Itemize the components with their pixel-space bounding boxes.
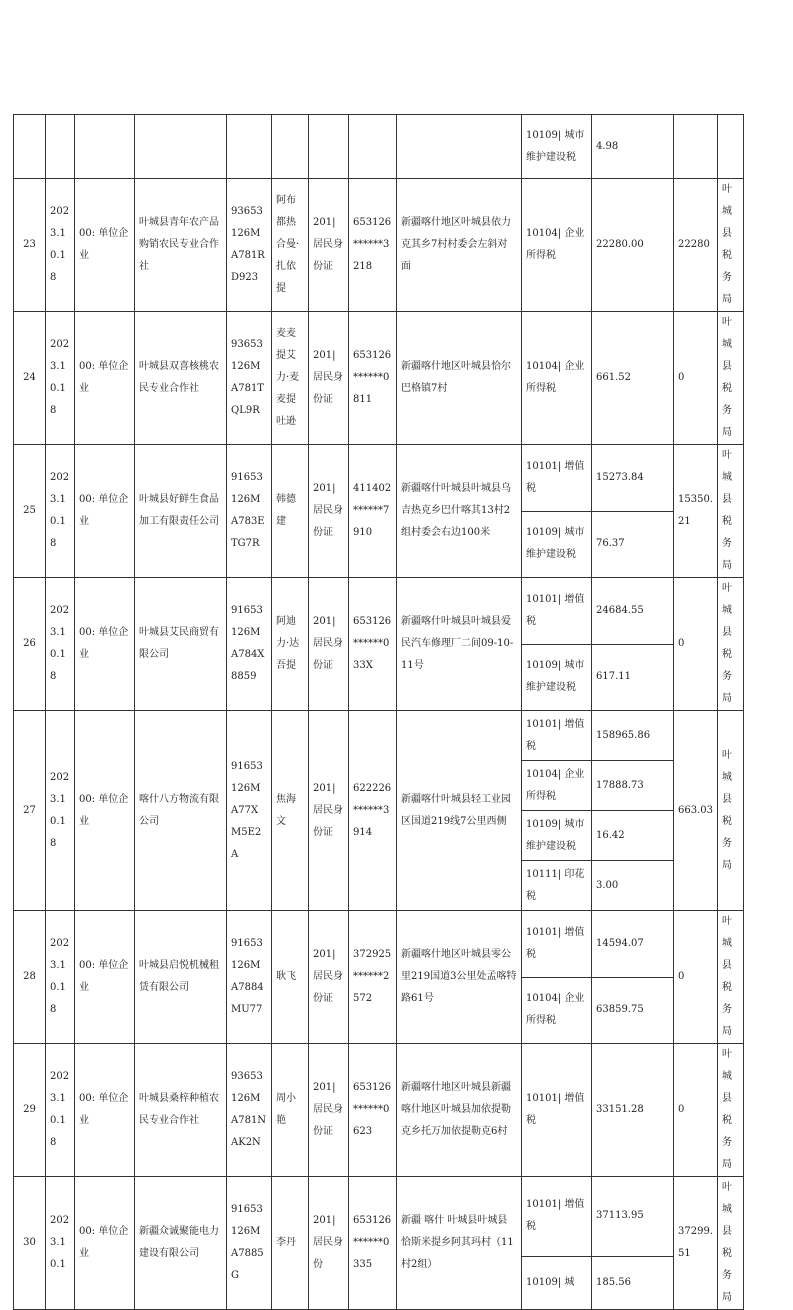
cell-tax-office: 叶城县税务局	[718, 1044, 744, 1177]
cell-legal-person: 周小艳	[272, 1044, 309, 1177]
cell-date: 2023.10.18	[46, 1044, 75, 1177]
cell-date: 2023.10.18	[46, 445, 75, 578]
cell-row-number: 24	[14, 312, 46, 445]
cell-empty	[46, 115, 75, 179]
cell-id-number: 653126******3218	[349, 179, 397, 312]
cell-taxpayer-type: 00: 单位企业	[75, 1044, 135, 1177]
cell-tax-item: 10104| 企业所得税	[522, 761, 592, 811]
table-row	[14, 711, 744, 761]
cell-row-number: 27	[14, 711, 46, 911]
cell-address: 新疆 喀什 叶城县叶城县恰斯米提乡阿其玛村（11村2组）	[397, 1177, 522, 1310]
cell-date: 2023.10.18	[46, 911, 75, 1044]
cell-tax-amount: 3.00	[592, 861, 674, 911]
cell-tax-item: 10101| 增值税	[522, 711, 592, 761]
cell-tax-item: 10109| 城市维护建设税	[522, 811, 592, 861]
cell-tax-office: 叶城县税务局	[718, 445, 744, 578]
cell-empty	[75, 115, 135, 179]
cell-tax-amount: 76.37	[592, 511, 674, 578]
cell-taxpayer-name: 叶城县好鲜生食品加工有限责任公司	[135, 445, 227, 578]
cell-total: 22280	[674, 179, 718, 312]
cell-date: 2023.10.18	[46, 578, 75, 711]
cell-taxpayer-name: 喀什八方物流有限公司	[135, 711, 227, 911]
cell-address: 新疆喀什叶城县叶城县爱民汽车修理厂二间09-10-11号	[397, 578, 522, 711]
cell-tax-amount: 17888.73	[592, 761, 674, 811]
cell-total: 0	[674, 578, 718, 711]
cell-empty	[14, 115, 46, 179]
cell-tax-item: 10104| 企业所得税	[522, 179, 592, 312]
cell-tax-amount: 16.42	[592, 811, 674, 861]
cell-legal-person: 韩德建	[272, 445, 309, 578]
cell-tax-item: 10104| 企业所得税	[522, 312, 592, 445]
cell-credit-code: 91653126MA7884MU77	[227, 911, 272, 1044]
cell-legal-person: 麦麦提艾力·麦麦提吐逊	[272, 312, 309, 445]
cell-id-type: 201|居民身份证	[309, 445, 349, 578]
cell-address: 新疆喀什地区叶城县依力克其乡7村村委会左斜对面	[397, 179, 522, 312]
cell-id-number: 622226******3914	[349, 711, 397, 911]
cell-taxpayer-name: 新疆众诚聚能电力建设有限公司	[135, 1177, 227, 1310]
cell-date: 2023.10.1	[46, 1177, 75, 1310]
cell-taxpayer-type: 00: 单位企业	[75, 445, 135, 578]
cell-tax-item: 10101| 增值税	[522, 1044, 592, 1177]
table-row	[14, 1044, 744, 1177]
table-row	[14, 179, 744, 312]
cell-tax-amount: 158965.86	[592, 711, 674, 761]
cell-tax-amount: 63859.75	[592, 977, 674, 1044]
cell-row-number: 28	[14, 911, 46, 1044]
cell-empty	[227, 115, 272, 179]
cell-legal-person: 阿迪力·达吾提	[272, 578, 309, 711]
table-row	[14, 578, 744, 645]
cell-taxpayer-type: 00: 单位企业	[75, 179, 135, 312]
cell-empty	[397, 115, 522, 179]
cell-id-number: 372925******2572	[349, 911, 397, 1044]
cell-legal-person: 焦海文	[272, 711, 309, 911]
cell-id-number: 411402******7910	[349, 445, 397, 578]
cell-row-number: 29	[14, 1044, 46, 1177]
cell-taxpayer-name: 叶城县青年农产品购销农民专业合作社	[135, 179, 227, 312]
cell-credit-code: 93653126MA781NAK2N	[227, 1044, 272, 1177]
cell-tax-office: 叶城县税务局	[718, 911, 744, 1044]
cell-total: 15350.21	[674, 445, 718, 578]
table-row	[14, 1177, 744, 1257]
cell-id-type: 201|居民身份证	[309, 1044, 349, 1177]
cell-legal-person: 李丹	[272, 1177, 309, 1310]
cell-row-number: 26	[14, 578, 46, 711]
cell-id-number: 653126******0335	[349, 1177, 397, 1310]
cell-tax-amount: 661.52	[592, 312, 674, 445]
cell-id-type: 201|居民身份证	[309, 711, 349, 911]
cell-total: 0	[674, 1044, 718, 1177]
cell-tax-item: 10109| 城	[522, 1256, 592, 1309]
cell-tax-amount: 15273.84	[592, 445, 674, 512]
cell-id-number: 653126******0623	[349, 1044, 397, 1177]
cell-total: 37299.51	[674, 1177, 718, 1310]
table-row	[14, 911, 744, 978]
cell-taxpayer-name: 叶城县双喜核桃农民专业合作社	[135, 312, 227, 445]
cell-credit-code: 93653126MA781TQL9R	[227, 312, 272, 445]
cell-row-number: 30	[14, 1177, 46, 1310]
cell-tax-amount: 185.56	[592, 1256, 674, 1309]
cell-tax-item: 10101| 增值税	[522, 445, 592, 512]
table-row	[14, 115, 744, 179]
cell-address: 新疆喀什地区叶城县恰尔巴格镇7村	[397, 312, 522, 445]
cell-tax-item: 10101| 增值税	[522, 1177, 592, 1257]
cell-tax-office: 叶城县税务局	[718, 312, 744, 445]
cell-id-type: 201|居民身份	[309, 1177, 349, 1310]
cell-credit-code: 91653126MA77XM5E2A	[227, 711, 272, 911]
table-row	[14, 312, 744, 445]
cell-empty	[309, 115, 349, 179]
cell-legal-person: 阿布都热合曼·扎依提	[272, 179, 309, 312]
cell-taxpayer-type: 00: 单位企业	[75, 711, 135, 911]
cell-tax-office: 叶城县税务局	[718, 1177, 744, 1310]
cell-id-type: 201|居民身份证	[309, 312, 349, 445]
cell-id-type: 201|居民身份证	[309, 578, 349, 711]
cell-date: 2023.10.18	[46, 179, 75, 312]
cell-date: 2023.10.18	[46, 711, 75, 911]
cell-tax-amount: 22280.00	[592, 179, 674, 312]
cell-date: 2023.10.18	[46, 312, 75, 445]
cell-tax-amount: 33151.28	[592, 1044, 674, 1177]
cell-tax-amount: 37113.95	[592, 1177, 674, 1257]
cell-taxpayer-name: 叶城县启悦机械租赁有限公司	[135, 911, 227, 1044]
cell-taxpayer-name: 叶城县艾民商贸有限公司	[135, 578, 227, 711]
cell-tax-item: 10101| 增值税	[522, 578, 592, 645]
cell-tax-office: 叶城县税务局	[718, 711, 744, 911]
cell-id-type: 201|居民身份证	[309, 911, 349, 1044]
cell-tax-item: 10101| 增值税	[522, 911, 592, 978]
cell-tax-amount: 4.98	[592, 115, 674, 179]
cell-tax-office: 叶城县税务局	[718, 578, 744, 711]
cell-tax-office: 叶城县税务局	[718, 179, 744, 312]
cell-address: 新疆喀什叶城县轻工业园区国道219线7公里西侧	[397, 711, 522, 911]
cell-total: 0	[674, 911, 718, 1044]
cell-taxpayer-type: 00: 单位企业	[75, 578, 135, 711]
cell-tax-item: 10109| 城市维护建设税	[522, 511, 592, 578]
cell-taxpayer-name: 叶城县桑梓种植农民专业合作社	[135, 1044, 227, 1177]
cell-empty	[674, 115, 718, 179]
cell-address: 新疆喀什叶城县叶城县乌吉热克乡巴什喀其13村2组村委会右边100米	[397, 445, 522, 578]
cell-credit-code: 91653126MA7885G	[227, 1177, 272, 1310]
cell-tax-item: 10111| 印花税	[522, 861, 592, 911]
cell-tax-item: 10104| 企业所得税	[522, 977, 592, 1044]
cell-total: 663.03	[674, 711, 718, 911]
cell-credit-code: 91653126MA784X8859	[227, 578, 272, 711]
cell-tax-amount: 617.11	[592, 644, 674, 711]
cell-address: 新疆喀什地区叶城县零公里219国道3公里处孟喀特路61号	[397, 911, 522, 1044]
cell-tax-amount: 24684.55	[592, 578, 674, 645]
cell-address: 新疆喀什地区叶城县新疆喀什地区叶城县加依提勒克乡托万加依提勒克6村	[397, 1044, 522, 1177]
cell-empty	[135, 115, 227, 179]
cell-taxpayer-type: 00: 单位企业	[75, 312, 135, 445]
cell-credit-code: 91653126MA783ETG7R	[227, 445, 272, 578]
cell-taxpayer-type: 00: 单位企业	[75, 1177, 135, 1310]
cell-tax-amount: 14594.07	[592, 911, 674, 978]
cell-row-number: 23	[14, 179, 46, 312]
cell-empty	[272, 115, 309, 179]
cell-tax-item: 10109| 城市维护建设税	[522, 644, 592, 711]
cell-taxpayer-type: 00: 单位企业	[75, 911, 135, 1044]
tax-records-table	[13, 114, 744, 1310]
cell-id-number: 653126******0811	[349, 312, 397, 445]
cell-tax-item: 10109| 城市维护建设税	[522, 115, 592, 179]
cell-empty	[718, 115, 744, 179]
cell-legal-person: 耿飞	[272, 911, 309, 1044]
cell-total: 0	[674, 312, 718, 445]
cell-empty	[349, 115, 397, 179]
cell-row-number: 25	[14, 445, 46, 578]
table-row	[14, 445, 744, 512]
cell-id-number: 653126******033X	[349, 578, 397, 711]
cell-credit-code: 93653126MA781RD923	[227, 179, 272, 312]
cell-id-type: 201|居民身份证	[309, 179, 349, 312]
